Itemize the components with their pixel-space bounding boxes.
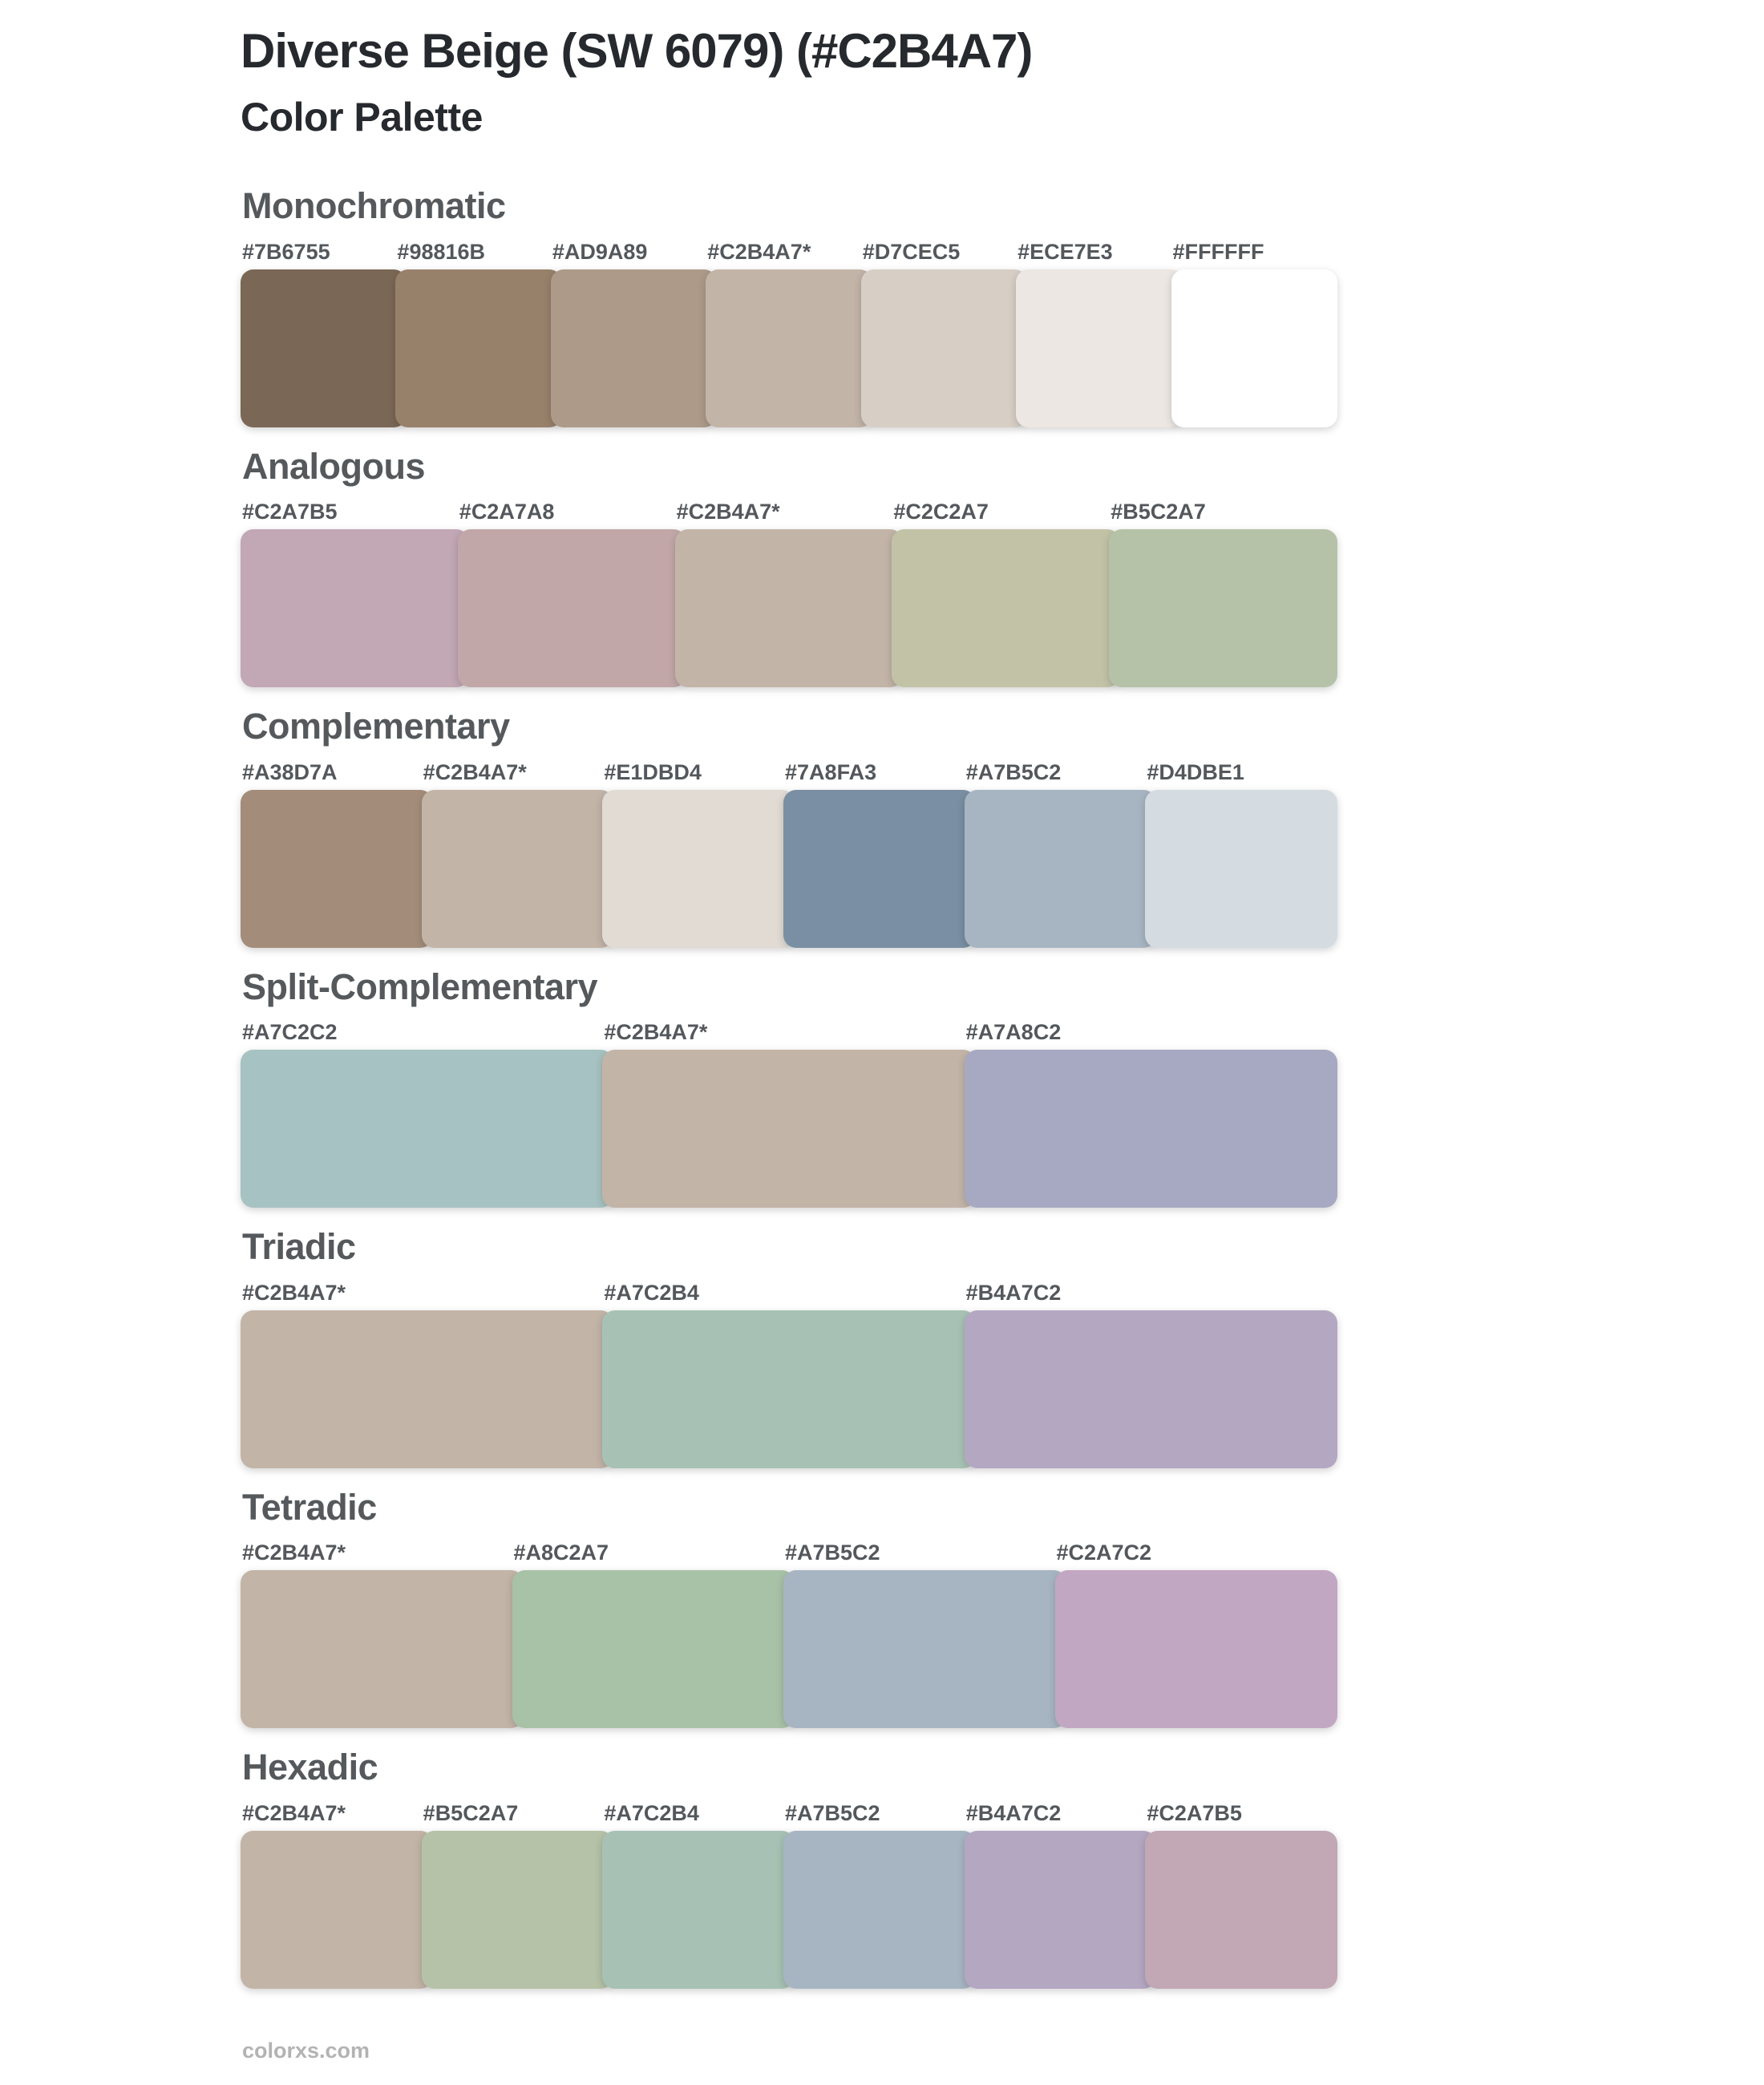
color-column — [241, 239, 407, 427]
color-hex-label: #C2B4A7* — [423, 759, 527, 784]
color-hex-label: #B4A7C2 — [965, 1800, 1062, 1825]
section-heading: Hexadic — [242, 1747, 378, 1787]
color-hex-label: #C2B4A7* — [242, 1800, 346, 1825]
color-hex-label: #C2B4A7* — [707, 239, 811, 264]
color-swatch-a8c2a7[interactable] — [512, 1570, 795, 1728]
color-swatch-c2b4a7[interactable] — [706, 269, 872, 427]
color-hex-label: #E1DBD4 — [604, 759, 702, 784]
color-column — [458, 499, 686, 687]
color-column — [241, 1280, 613, 1468]
site-footer-link[interactable]: colorxs.com — [242, 2038, 370, 2063]
color-swatch-e1dbd4[interactable] — [602, 790, 795, 948]
color-swatch-ece7e3[interactable] — [1016, 269, 1182, 427]
color-hex-label: #ECE7E3 — [1018, 239, 1113, 264]
color-hex-label: #C2A7B5 — [1147, 1800, 1242, 1825]
color-column — [241, 759, 433, 948]
color-column — [1145, 759, 1337, 948]
section-heading: Triadic — [242, 1226, 356, 1267]
color-swatch-c2a7b5[interactable] — [241, 529, 469, 687]
color-hex-label: #A38D7A — [242, 759, 338, 784]
color-column — [602, 759, 795, 948]
palette-section-analogous — [241, 447, 1337, 688]
color-swatch-c2b4a7[interactable] — [241, 1310, 613, 1468]
color-column — [861, 239, 1027, 427]
color-swatch-a38d7a[interactable] — [241, 790, 433, 948]
color-column — [783, 1540, 1066, 1728]
color-column — [551, 239, 717, 427]
color-swatch-b4a7c2[interactable] — [965, 1831, 1157, 1989]
color-column — [783, 1800, 976, 1989]
color-swatch-a7c2b4[interactable] — [602, 1310, 975, 1468]
color-swatch-b4a7c2[interactable] — [965, 1310, 1337, 1468]
color-column — [1109, 499, 1337, 687]
section-heading: Split-Complementary — [242, 966, 598, 1007]
color-swatch-d7cec5[interactable] — [861, 269, 1027, 427]
color-swatch-d4dbe1[interactable] — [1145, 790, 1337, 948]
color-column — [241, 1800, 433, 1989]
palette-row — [241, 1280, 1337, 1468]
palette-row — [241, 499, 1337, 687]
color-hex-label: #7B6755 — [242, 239, 330, 264]
color-column — [602, 1280, 975, 1468]
color-hex-label: #A7C2B4 — [604, 1800, 699, 1825]
palette-section-triadic — [241, 1227, 1337, 1468]
color-hex-label: #D7CEC5 — [862, 239, 961, 264]
color-swatch-c2b4a7[interactable] — [675, 529, 904, 687]
color-hex-label: #98816B — [397, 239, 486, 264]
color-column — [241, 499, 469, 687]
page-subtitle: Color Palette — [241, 95, 483, 140]
color-column — [422, 759, 614, 948]
section-heading: Complementary — [242, 706, 510, 747]
color-swatch-ffffff[interactable] — [1171, 269, 1337, 427]
color-swatch-c2b4a7[interactable] — [602, 1050, 975, 1208]
color-column — [965, 1019, 1337, 1208]
color-hex-label: #A7A8C2 — [965, 1020, 1062, 1044]
color-hex-label: #C2A7B5 — [242, 500, 338, 524]
color-hex-label: #C2C2A7 — [893, 500, 989, 524]
palette-row — [241, 1540, 1337, 1728]
color-swatch-c2a7a8[interactable] — [458, 529, 686, 687]
color-hex-label: #C2B4A7* — [242, 1540, 346, 1565]
color-hex-label: #B5C2A7 — [423, 1800, 519, 1825]
palette-section-monochromatic — [241, 186, 1337, 427]
color-swatch-a7c2b4[interactable] — [602, 1831, 795, 1989]
color-hex-label: #FFFFFF — [1172, 239, 1264, 264]
color-swatch-7a8fa3[interactable] — [783, 790, 976, 948]
color-swatch-7b6755[interactable] — [241, 269, 407, 427]
color-column — [892, 499, 1120, 687]
color-column — [602, 1019, 975, 1208]
palette-section-tetradic — [241, 1488, 1337, 1729]
color-swatch-98816b[interactable] — [395, 269, 561, 427]
color-hex-label: #A7B5C2 — [965, 759, 1062, 784]
section-heading: Tetradic — [242, 1486, 377, 1528]
color-swatch-c2a7c2[interactable] — [1055, 1570, 1338, 1728]
color-swatch-b5c2a7[interactable] — [422, 1831, 614, 1989]
section-heading: Analogous — [242, 445, 425, 487]
color-swatch-a7b5c2[interactable] — [783, 1570, 1066, 1728]
palette-row — [241, 1019, 1337, 1208]
color-hex-label: #A7B5C2 — [785, 1540, 880, 1565]
color-column — [241, 1019, 613, 1208]
color-column — [602, 1800, 795, 1989]
color-column — [1145, 1800, 1337, 1989]
palette-row — [241, 1800, 1337, 1989]
page-title: Diverse Beige (SW 6079) (#C2B4A7) — [241, 24, 1033, 78]
color-hex-label: #B5C2A7 — [1111, 500, 1206, 524]
color-swatch-a7b5c2[interactable] — [965, 790, 1157, 948]
color-hex-label: #C2A7C2 — [1056, 1540, 1152, 1565]
color-column — [512, 1540, 795, 1728]
palette-row — [241, 759, 1337, 948]
color-column — [241, 1540, 524, 1728]
color-swatch-b5c2a7[interactable] — [1109, 529, 1337, 687]
color-column — [422, 1800, 614, 1989]
color-hex-label: #D4DBE1 — [1147, 759, 1244, 784]
palette-section-split-complementary — [241, 967, 1337, 1208]
color-swatch-ad9a89[interactable] — [551, 269, 717, 427]
color-swatch-c2b4a7[interactable] — [422, 790, 614, 948]
color-hex-label: #C2B4A7* — [676, 500, 780, 524]
color-hex-label: #AD9A89 — [552, 239, 648, 264]
color-swatch-a7c2c2[interactable] — [241, 1050, 613, 1208]
color-hex-label: #B4A7C2 — [965, 1280, 1062, 1305]
palette-section-complementary — [241, 706, 1337, 948]
color-column — [783, 759, 976, 948]
color-column — [965, 1800, 1157, 1989]
color-hex-label: #A7C2C2 — [242, 1020, 338, 1044]
color-hex-label: #7A8FA3 — [785, 759, 877, 784]
color-hex-label: #A7B5C2 — [785, 1800, 880, 1825]
section-heading: Monochromatic — [242, 185, 506, 226]
color-swatch-a7a8c2[interactable] — [965, 1050, 1337, 1208]
color-swatch-c2b4a7[interactable] — [241, 1570, 524, 1728]
color-hex-label: #C2A7A8 — [459, 500, 555, 524]
palette-section-hexadic — [241, 1747, 1337, 1989]
palette-sections — [241, 186, 1337, 1989]
color-swatch-c2a7b5[interactable] — [1145, 1831, 1337, 1989]
color-column — [1055, 1540, 1338, 1728]
color-column — [675, 499, 904, 687]
color-hex-label: #C2B4A7* — [242, 1280, 346, 1305]
color-hex-label: #A8C2A7 — [513, 1540, 609, 1565]
color-swatch-c2b4a7[interactable] — [241, 1831, 433, 1989]
color-column — [965, 1280, 1337, 1468]
color-column — [395, 239, 561, 427]
color-column — [1171, 239, 1337, 427]
color-column — [1016, 239, 1182, 427]
color-column — [965, 759, 1157, 948]
color-swatch-c2c2a7[interactable] — [892, 529, 1120, 687]
color-swatch-a7b5c2[interactable] — [783, 1831, 976, 1989]
color-hex-label: #A7C2B4 — [604, 1280, 699, 1305]
color-column — [706, 239, 872, 427]
color-hex-label: #C2B4A7* — [604, 1020, 708, 1044]
palette-row — [241, 239, 1337, 427]
